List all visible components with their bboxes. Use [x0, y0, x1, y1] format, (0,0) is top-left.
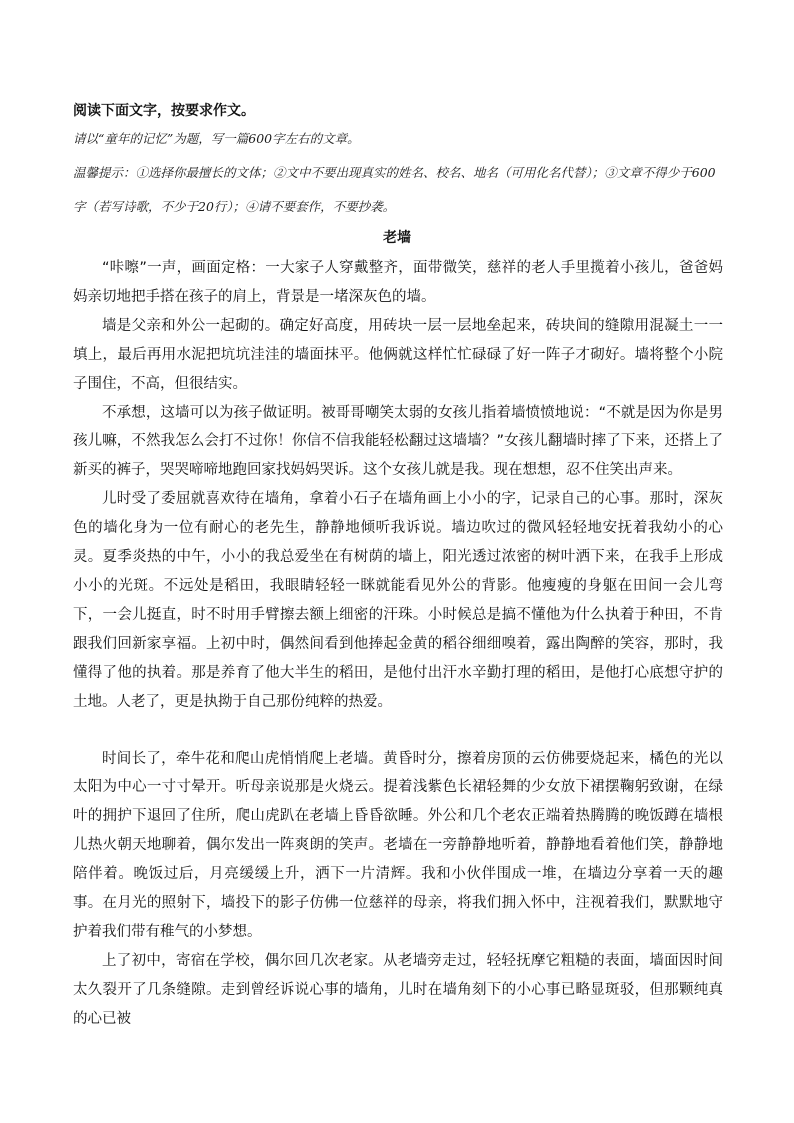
essay-paragraph: 墙是父亲和外公一起砌的。确定好高度，用砖块一层一层地垒起来，砖块间的缝隙用混凝土一一填上，最后再用水泥把坑坑洼洼的墙面抹平。他俩就这样忙忙碌碌了好一阵子才砌好。墙将整个小院子围住，不高，但很结实。	[73, 317, 723, 392]
essay-paragraph: 时间长了，牵牛花和爬山虎悄悄爬上老墙。黄昏时分，擦着房顶的云仿佛要烧起来，橘色的光以太阳为中心一寸寸晕开。听母亲说那是火烧云。提着浅紫色长裙轻舞的少女放下裙摆鞠躬致谢，在绿叶的拥护下退回了住所，爬山虎趴在老墙上昏昏欲睡。外公和几个老农正端着热腾腾的晚饭蹲在墙根儿热火朝天地聊着，偶尔发出一阵爽朗的笑声。老墙在一旁静静地听着，静静地看着他们笑，静静地陪伴着。晚饭过后，月亮缓缓上升，洒下一片清辉。我和小伙伴围成一堆，在墙边分享着一天的趣事。在月光的照射下，墙投下的影子仿佛一位慈祥的母亲，将我们拥入怀中，注视着我们，默默地守护着我们带有稚气的小梦想。	[73, 750, 723, 940]
essay-paragraph: 不承想，这墙可以为孩子做证明。被哥哥嘲笑太弱的女孩儿指着墙愤愤地说：“不就是因为你是男孩儿嘛，不然我怎么会打不过你！你信不信我能轻松翻过这墙墙？”女孩儿翻墙时摔了下来，还搭上了新买的裤子，哭哭啼啼地跑回家找妈妈哭诉。这个女孩儿就是我。现在想想，忍不住笑出声来。	[73, 404, 723, 479]
writing-instructions	[73, 100, 723, 224]
writing-task: 请以“童年的记忆”为题，写一篇600字左右的文章。	[73, 131, 360, 146]
essay-paragraph: 儿时受了委屈就喜欢待在墙角，拿着小石子在墙角画上小小的字，记录自己的心事。那时，深灰色的墙化身为一位有耐心的老先生，静静地倾听我诉说。墙边吹过的微风轻轻地安抚着我幼小的心灵。夏季炎热的中午，小小的我总爱坐在有树荫的墙上，阳光透过浓密的树叶洒下来，在我手上形成小小的光斑。不远处是稻田，我眼睛轻轻一眯就能看见外公的背影。他瘦瘦的身躯在田间一会儿弯下，一会儿挺直，时不时用手臂擦去额上细密的汗珠。小时候总是搞不懂他为什么执着于种田，不肯跟我们回新家享福。上初中时，偶然间看到他捧起金黄的稻谷细细嗅着，露出陶醉的笑容，那时，我懂得了他的执着。那是养育了他大半生的稻田，是他付出汗水辛勤打理的稻田，是他打心底想守护的土地。人老了，更是执拗于自己那份纯粹的热爱。	[73, 491, 723, 710]
essay-body	[73, 254, 723, 1034]
essay-paragraph: 上了初中，寄宿在学校，偶尔回几次老家。从老墙旁走过，轻轻抚摩它粗糙的表面，墙面因时间太久裂开了几条缝隙。走到曾经诉说心事的墙角，儿时在墙角刻下的小心事已略显斑驳，但那颗纯真的心已被	[73, 952, 723, 1027]
writing-tips: 温馨提示：①选择你最擅长的文体；②文中不要出现真实的姓名、校名、地名（可用化名代替）；③文章不得少于600字（若写诗歌，不少于20行）；④请不要套作，不要抄袭。	[73, 165, 716, 214]
instructions-heading: 阅读下面文字，按要求作文。	[73, 103, 255, 119]
essay-paragraph: “咔嚓”一声，画面定格：一大家子人穿戴整齐，面带微笑，慈祥的老人手里揽着小孩儿，爸爸妈妈亲切地把手搭在孩子的肩上，背景是一堵深灰色的墙。	[73, 260, 723, 305]
essay-title: 老墙	[383, 230, 411, 246]
